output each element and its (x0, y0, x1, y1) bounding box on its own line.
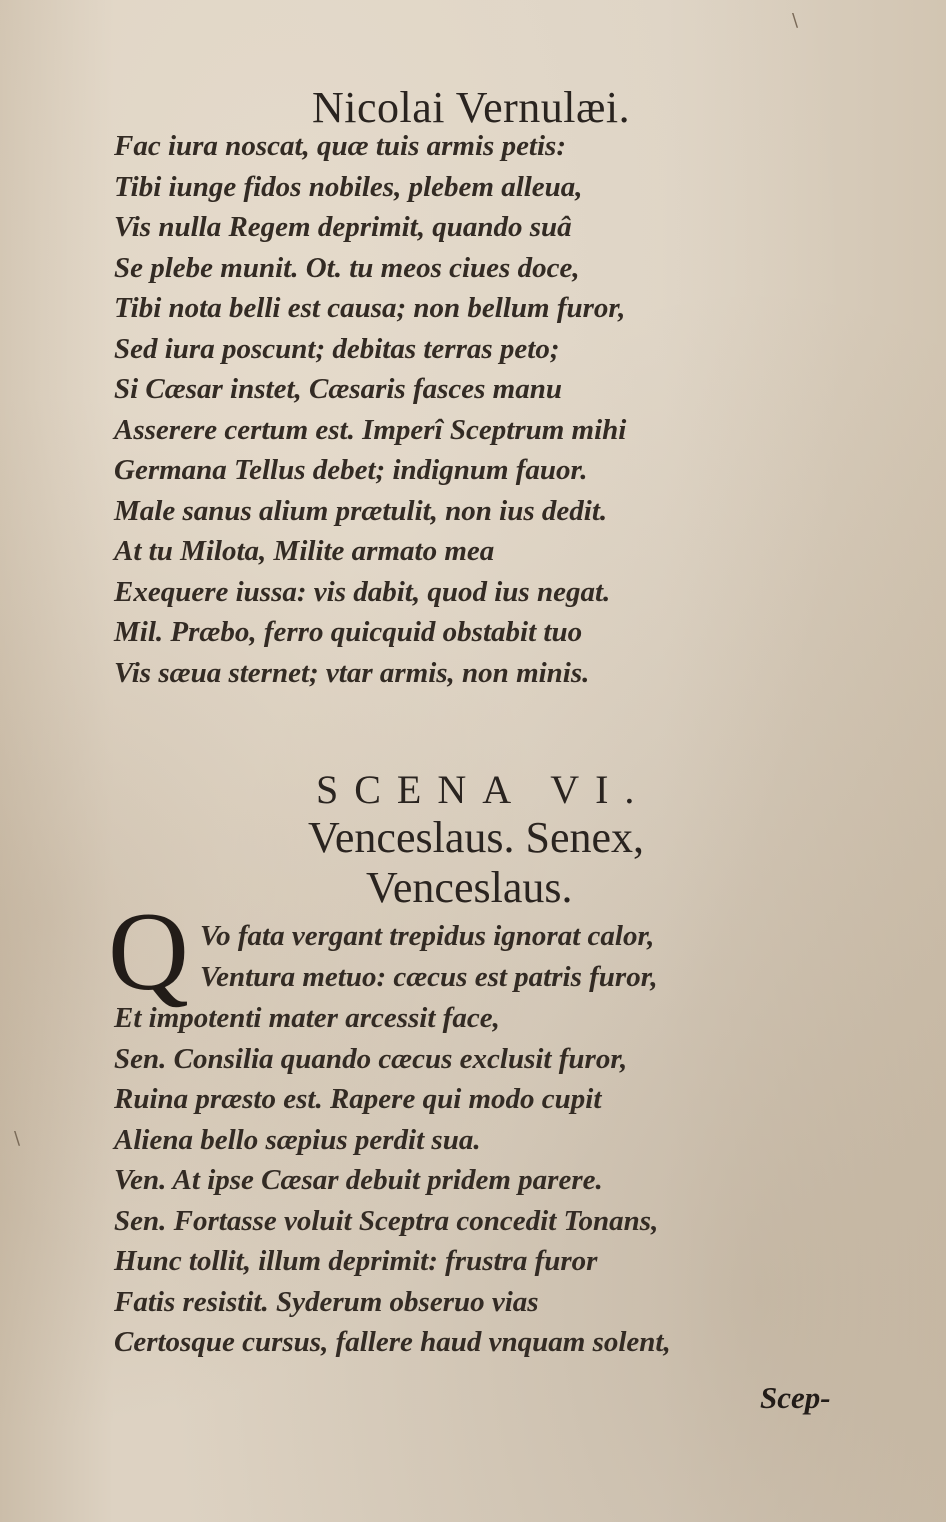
scene-heading: SCENA VI. (316, 767, 651, 812)
verse-line: Se plebe munit. Ot. tu meos ciues doce, (114, 251, 580, 284)
verse-line: Male sanus alium prætulit, non ius dedit. (114, 494, 608, 527)
verse-line: Sen. Consilia quando cæcus exclusit furor, (114, 1042, 628, 1075)
verse-line: Hunc tollit, illum deprimit: frustra furor (114, 1245, 598, 1277)
verse-line: At tu Milota, Milite armato mea (114, 535, 495, 567)
verse-line: Fac iura noscat, quæ tuis armis petis: (114, 130, 566, 162)
verse-line: Aliena bello sæpius perdit sua. (114, 1123, 481, 1156)
verse-line: Vis sæua sternet; vtar armis, non minis. (114, 656, 590, 689)
dramatis-personae-line-2: Venceslaus. (366, 863, 573, 912)
dramatis-personae-line-1: Venceslaus. Senex, (308, 813, 645, 862)
verse-block-top (114, 126, 626, 693)
verse-line: Ven. At ipse Cæsar debuit pridem parere. (114, 1164, 603, 1196)
verse-line: Et impotenti mater arcessit face, (114, 1002, 500, 1034)
verse-line: Si Cæsar instet, Cæsaris fasces manu (114, 373, 562, 405)
verse-line: Fatis resistit. Syderum obseruo vias (114, 1285, 539, 1318)
verse-line: Ruina præsto est. Rapere qui modo cupit (114, 1083, 602, 1115)
running-header: Nicolai Vernulæi. (312, 83, 631, 132)
verse-line: Sed iura poscunt; debitas terras peto; (114, 332, 560, 365)
verse-line: Vo fata vergant trepidus ignorat calor, (200, 920, 655, 952)
verse-line: Ventura metuo: cæcus est patris furor, (200, 960, 658, 993)
verse-line: Vis nulla Regem deprimit, quando suâ (114, 211, 572, 243)
verse-line: Mil. Præbo, ferro quicquid obstabit tuo (114, 616, 583, 648)
page-speck: \ (792, 10, 799, 31)
drop-cap: Q (108, 890, 189, 1014)
verse-line: Tibi nota belli est causa; non bellum furor, (114, 292, 626, 324)
catchword: Scep- (760, 1380, 831, 1415)
verse-line: Tibi iunge fidos nobiles, plebem alleua, (114, 170, 583, 203)
page-speck: \ (14, 1128, 21, 1149)
verse-line: Sen. Fortasse voluit Sceptra concedit Tonans, (114, 1204, 659, 1237)
verse-block-opening (200, 916, 658, 997)
verse-line: Certosque cursus, fallere haud vnquam solent, (114, 1326, 671, 1358)
verse-line: Exequere iussa: vis dabit, quod ius negat. (114, 575, 611, 608)
verse-block-bottom (114, 998, 671, 1363)
verse-line: Germana Tellus debet; indignum fauor. (114, 454, 588, 486)
verse-line: Asserere certum est. Imperî Sceptrum mihi (114, 413, 627, 446)
